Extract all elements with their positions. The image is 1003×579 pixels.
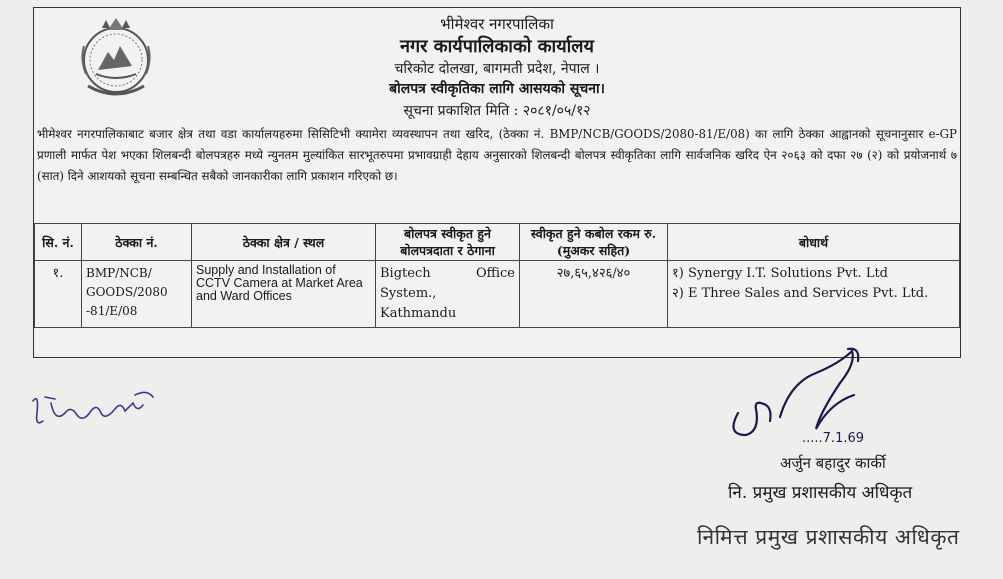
col-header-bodhartha: बोधार्थ <box>668 224 960 261</box>
signatory-title: नि. प्रमुख प्रशासकीय अधिकृत <box>728 483 913 503</box>
svg-text:.....7.1.69: .....7.1.69 <box>802 431 865 446</box>
col-header-area: ठेक्का क्षेत्र / स्थल <box>192 224 376 261</box>
notice-box <box>33 7 961 358</box>
col-header-amount: स्वीकृत हुने कबोल रकम रु. (मुअकर सहित) <box>520 224 668 261</box>
office-address: चरिकोट दोलखा, बागमती प्रदेश, नेपाल । <box>394 61 600 77</box>
bodhartha-item: २) E Three Sales and Services Pvt. Ltd. <box>672 286 929 301</box>
office-name: नगर कार्यपालिकाको कार्यालय <box>400 36 594 57</box>
cell-area: Supply and Installation of CCTV Camera at Market Area and Ward Offices <box>192 261 376 328</box>
award-table <box>34 223 960 328</box>
signatory-name: अर्जुन बहादुर कार्की <box>780 454 886 472</box>
cell-bidder: Bigtech Office System., Kathmandu <box>376 261 520 328</box>
cell-contract-no: BMP/NCB/ GOODS/2080 -81/E/08 <box>82 261 192 328</box>
cell-sn: १. <box>35 261 82 328</box>
table-row <box>35 261 960 328</box>
bodhartha-item: १) Synergy I.T. Solutions Pvt. Ltd <box>672 266 888 281</box>
acting-officer-stamp: निमित्त प्रमुख प्रशासकीय अधिकृत <box>697 525 960 549</box>
publish-date: सूचना प्रकाशित मिति : २०८१/०५/१२ <box>403 103 591 119</box>
municipality-name: भीमेश्वर नगरपालिका <box>440 15 554 33</box>
table-header-row <box>35 224 960 261</box>
col-header-bidder: बोलपत्र स्वीकृत हुने बोलपत्रदाता र ठेगाना <box>376 224 520 261</box>
notice-title: बोलपत्र स्वीकृतिका लागि आसयको सूचना। <box>389 81 605 97</box>
cell-bodhartha <box>668 261 960 328</box>
right-signature-icon <box>720 343 880 451</box>
col-header-sn: सि. नं. <box>35 224 82 261</box>
col-header-contract-no: ठेक्का नं. <box>82 224 192 261</box>
notice-body-text: भीमेश्वर नगरपालिकाबाट बजार क्षेत्र तथा वडा कार्यालयहरुमा सिसिटिभी क्यामेरा व्यवस्थापन तथा खरिद, (ठेक्का नं. BMP/NCB/GOODS/2080-81/E/08) का लागि ठेक्का आह्वानको सूचनानुसार e-GP प्रणाली मार्फत पेश भएका शिलबन्दी बोलपत्रहरु मध्ये न्युनतम मुल्यांकित सारभूतरुपमा प्रभावग्राही देहाय अनुसारको शिलबन्दी बोलपत्र स्वीकृतिका लागि सार्वजनिक खरिद ऐन २०६३ को दफा २७ (२) को प्रयोजनार्थ ७ (सात) दिने आशयको सूचना सम्बन्धित सबैको जानकारीका लागि प्रकाशन गरिएको छ। <box>37 127 957 183</box>
left-signature-icon <box>25 383 165 438</box>
cell-amount: २७,६५,४२६/४० <box>520 261 668 328</box>
